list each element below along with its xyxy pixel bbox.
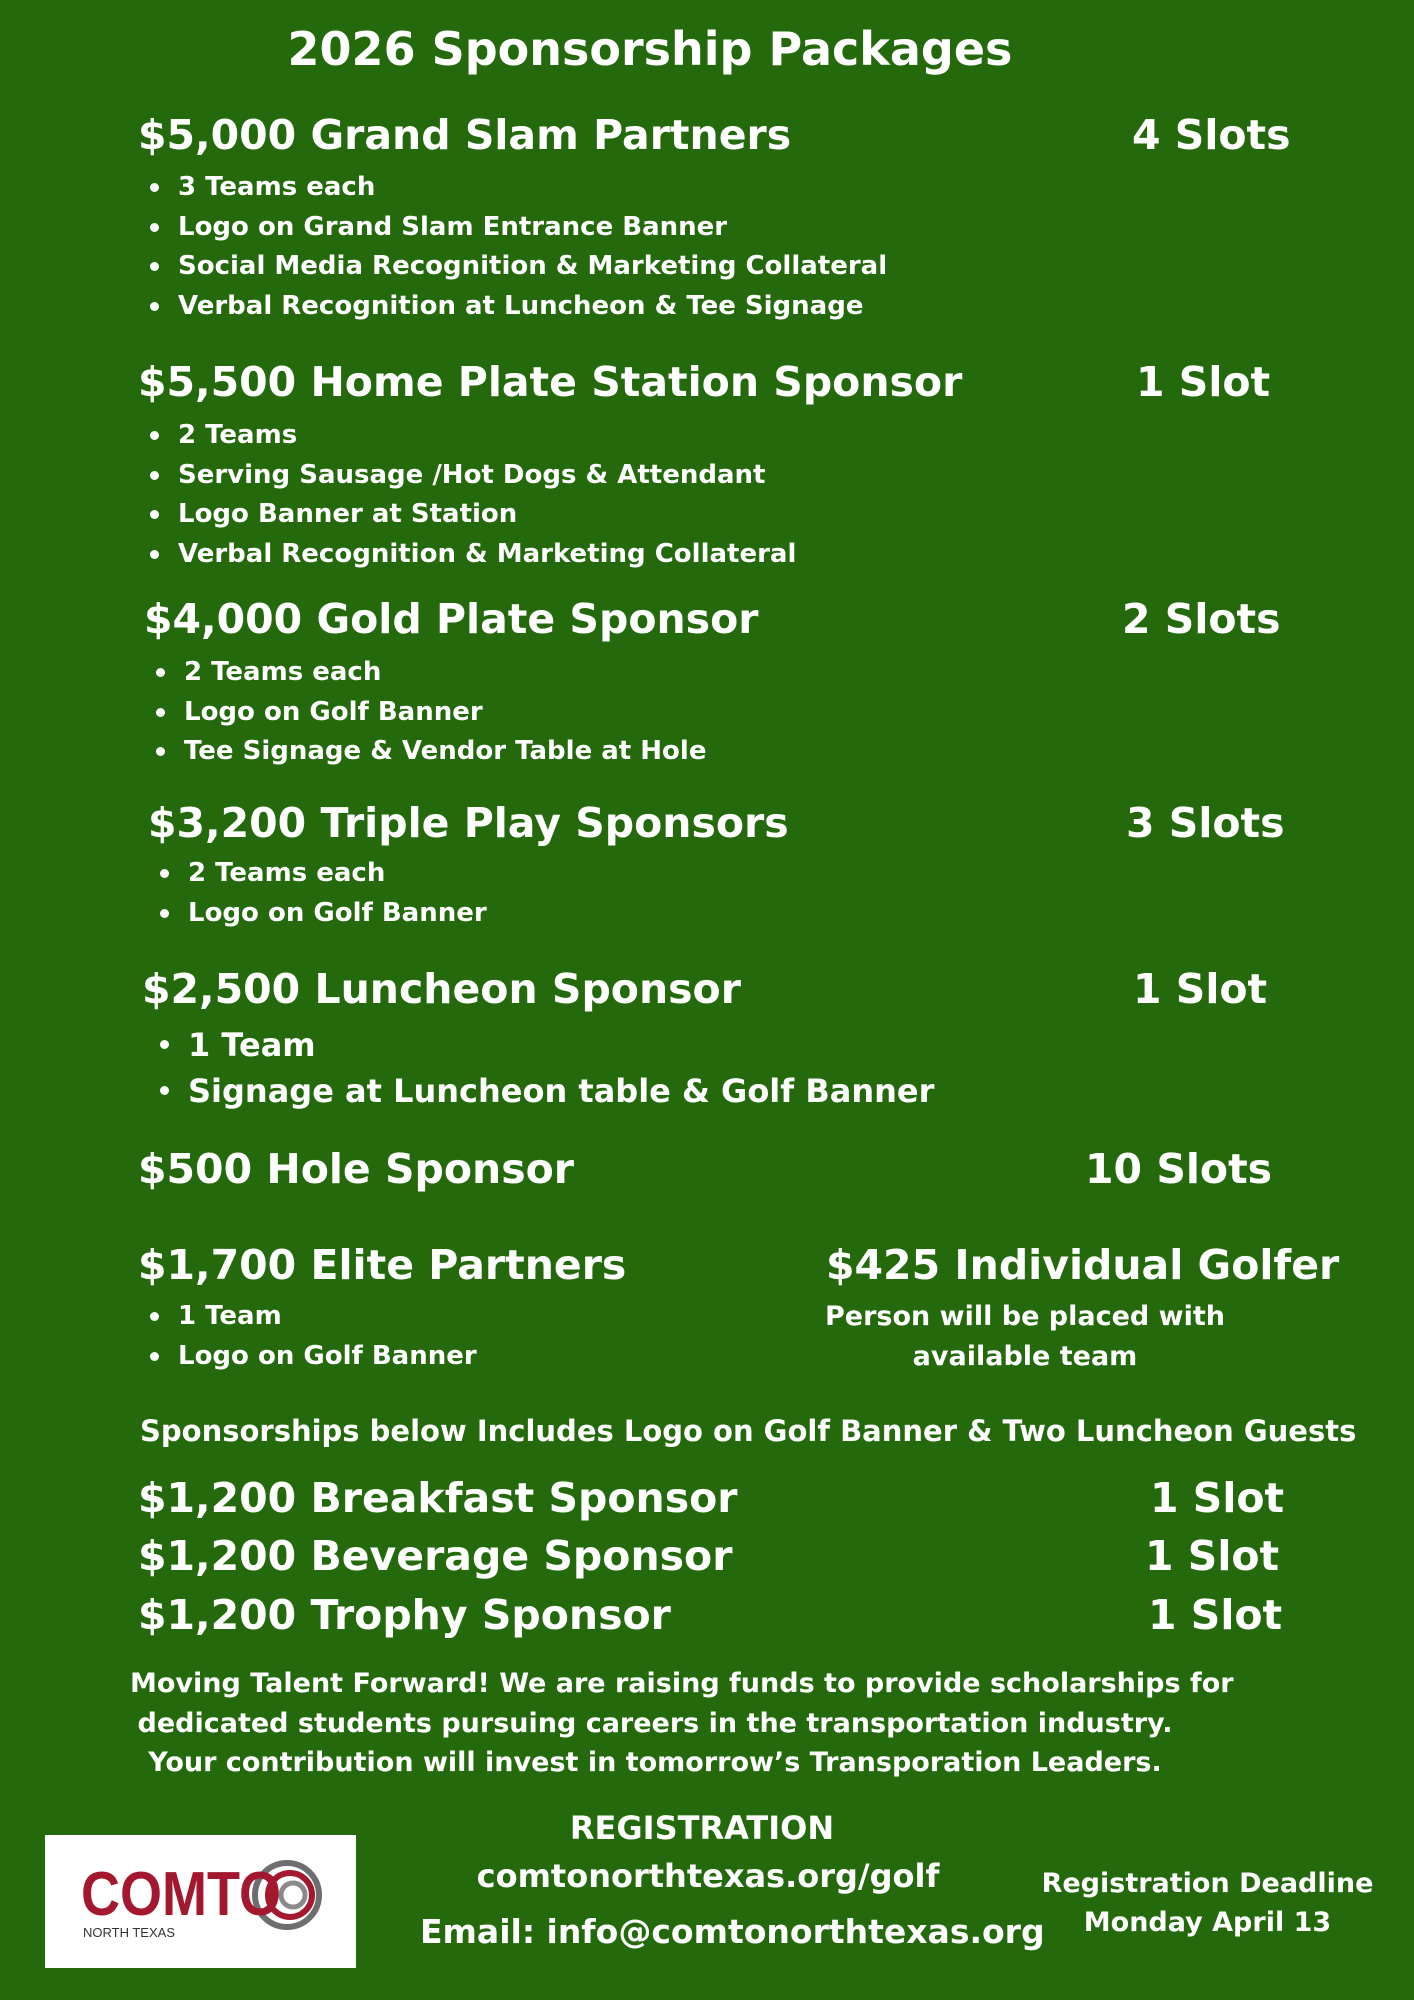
package-bullets-luncheon bbox=[148, 1022, 934, 1114]
package-bullets-gold-plate bbox=[144, 653, 706, 772]
package-slots-hole: 10 Slots bbox=[1085, 1145, 1273, 1193]
package-slots-grand-slam: 4 Slots bbox=[1132, 111, 1291, 159]
package-heading-home-plate: $5,500 Home Plate Station Sponsor bbox=[138, 358, 963, 406]
list-item: Social Media Recognition & Marketing Collateral bbox=[138, 247, 887, 287]
list-item: 3 Teams each bbox=[138, 168, 887, 208]
list-item: Logo on Grand Slam Entrance Banner bbox=[138, 208, 887, 248]
package-slots-trophy: 1 Slot bbox=[1148, 1591, 1283, 1639]
list-item: 2 Teams bbox=[138, 416, 796, 456]
registration-label: REGISTRATION bbox=[569, 1809, 835, 1847]
package-slots-beverage: 1 Slot bbox=[1145, 1532, 1280, 1580]
package-heading-elite: $1,700 Elite Partners bbox=[138, 1241, 627, 1289]
comto-logo-mark bbox=[45, 1835, 356, 1968]
page-title: 2026 Sponsorship Packages bbox=[287, 22, 1013, 76]
logo-subtitle: NORTH TEXAS bbox=[83, 1925, 175, 1940]
list-item: Serving Sausage /Hot Dogs & Attendant bbox=[138, 456, 796, 496]
deadline-line: Registration Deadline bbox=[1041, 1868, 1374, 1899]
package-heading-gold-plate: $4,000 Gold Plate Sponsor bbox=[144, 595, 759, 643]
list-item: 2 Teams each bbox=[144, 653, 706, 693]
list-item: Tee Signage & Vendor Table at Hole bbox=[144, 732, 706, 772]
list-item: Logo on Golf Banner bbox=[148, 894, 487, 934]
mission-line: Your contribution will invest in tomorrow’s Transporation Leaders. bbox=[148, 1747, 1162, 1778]
package-heading-hole: $500 Hole Sponsor bbox=[138, 1145, 575, 1193]
list-item: 2 Teams each bbox=[148, 854, 487, 894]
deadline-line: Monday April 13 bbox=[1083, 1907, 1332, 1938]
package-bullets-elite bbox=[138, 1297, 477, 1376]
package-slots-triple-play: 3 Slots bbox=[1126, 799, 1285, 847]
list-item: Verbal Recognition & Marketing Collateral bbox=[138, 535, 796, 575]
package-slots-gold-plate: 2 Slots bbox=[1122, 595, 1281, 643]
package-heading-trophy: $1,200 Trophy Sponsor bbox=[138, 1591, 671, 1639]
package-heading-triple-play: $3,200 Triple Play Sponsors bbox=[148, 799, 789, 847]
list-item: 1 Team bbox=[138, 1297, 477, 1337]
package-slots-home-plate: 1 Slot bbox=[1136, 358, 1271, 406]
package-heading-beverage: $1,200 Beverage Sponsor bbox=[138, 1532, 733, 1580]
list-item: Signage at Luncheon table & Golf Banner bbox=[148, 1068, 934, 1114]
package-heading-breakfast: $1,200 Breakfast Sponsor bbox=[138, 1474, 738, 1522]
registration-deadline bbox=[1040, 1864, 1375, 1942]
list-item: 1 Team bbox=[148, 1022, 934, 1068]
package-bullets-triple-play bbox=[148, 854, 487, 933]
individual-note-line: available team bbox=[912, 1341, 1138, 1372]
mission-line: Moving Talent Forward! We are raising funds to provide scholarships for bbox=[130, 1668, 1234, 1699]
registration-url[interactable]: comtonorthtexas.org/golf bbox=[476, 1857, 940, 1895]
sponsorship-banner-note: Sponsorships below Includes Logo on Golf Banner & Two Luncheon Guests bbox=[140, 1414, 1357, 1448]
package-bullets-home-plate bbox=[138, 416, 796, 574]
comto-logo bbox=[45, 1835, 356, 1968]
package-slots-breakfast: 1 Slot bbox=[1150, 1474, 1285, 1522]
mission-statement bbox=[130, 1664, 1234, 1783]
logo-wordmark: COMTO bbox=[81, 1860, 281, 1929]
package-bullets-grand-slam bbox=[138, 168, 887, 326]
list-item: Logo on Golf Banner bbox=[144, 693, 706, 733]
list-item: Logo Banner at Station bbox=[138, 495, 796, 535]
individual-note-line: Person will be placed with bbox=[825, 1301, 1225, 1332]
list-item: Logo on Golf Banner bbox=[138, 1337, 477, 1377]
package-heading-luncheon: $2,500 Luncheon Sponsor bbox=[142, 965, 741, 1013]
package-slots-luncheon: 1 Slot bbox=[1133, 965, 1268, 1013]
individual-golfer-heading: $425 Individual Golfer bbox=[826, 1241, 1340, 1289]
individual-golfer-note bbox=[790, 1297, 1260, 1377]
mission-line: dedicated students pursuing careers in the transportation industry. bbox=[137, 1707, 1173, 1739]
package-heading-grand-slam: $5,000 Grand Slam Partners bbox=[138, 111, 792, 159]
list-item: Verbal Recognition at Luncheon & Tee Signage bbox=[138, 287, 887, 327]
registration-email[interactable]: Email: info@comtonorthtexas.org bbox=[420, 1912, 1045, 1951]
